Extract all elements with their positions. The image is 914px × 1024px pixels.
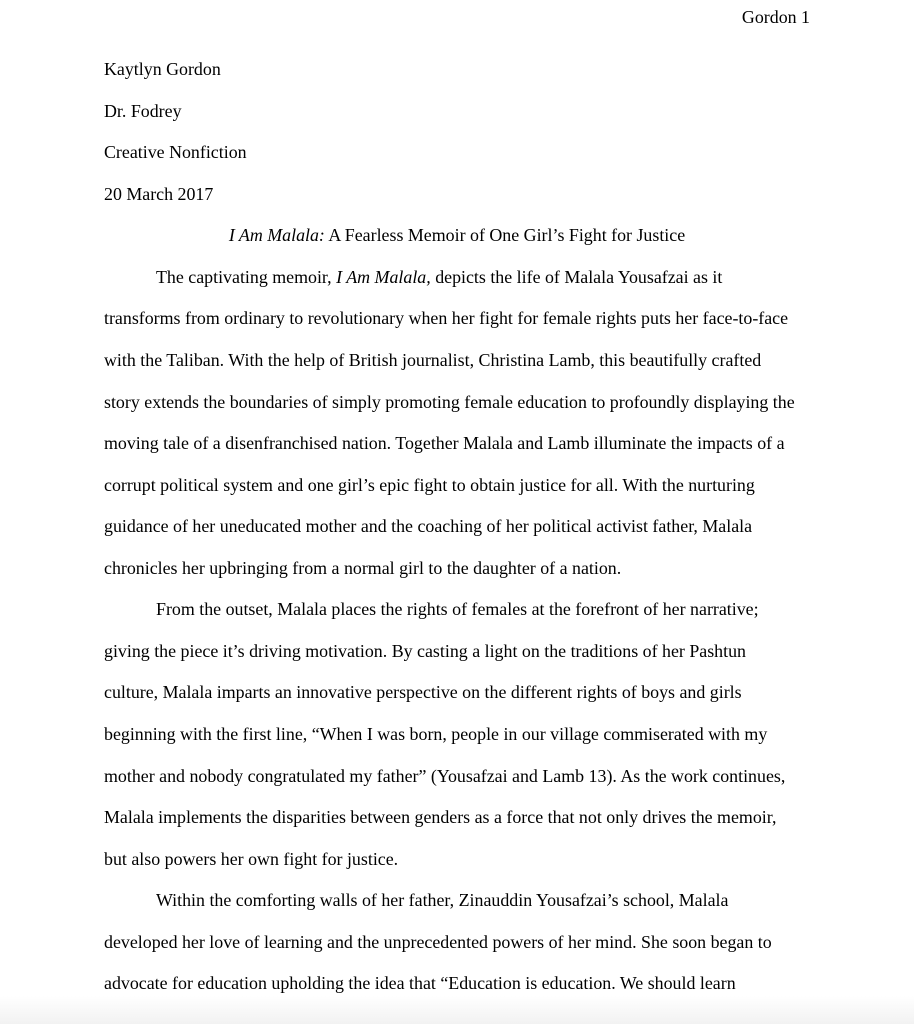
body-line — [104, 465, 810, 507]
text-segment: A Fearless Memoir of One Girl’s Fight for Justice — [324, 225, 686, 246]
text-segment: From the outset, Malala places the rights of females at the forefront of her narrative; — [156, 599, 759, 620]
italic-segment: I Am Malala: — [228, 225, 325, 246]
text-segment: moving tale of a disenfranchised nation. Together Malala and Lamb illuminate the impacts of a — [104, 433, 785, 454]
body-line — [104, 963, 810, 1005]
italic-segment: I Am Malala, — [336, 266, 431, 287]
body-line — [104, 797, 810, 839]
body-line — [104, 548, 810, 590]
text-segment: The captivating memoir, — [156, 266, 337, 287]
body-line — [104, 756, 810, 798]
text-segment: beginning with the first line, “When I was born, people in our village commiserated with my — [104, 724, 768, 744]
text-segment: culture, Malala imparts an innovative perspective on the different rights of boys and girls — [104, 682, 742, 703]
essay-title — [104, 215, 810, 257]
body-line — [104, 922, 810, 964]
text-segment: guidance of her uneducated mother and the coaching of her political activist father, Malala — [104, 516, 753, 537]
body-line — [104, 714, 810, 756]
page-content — [104, 0, 810, 1005]
text-segment: developed her love of learning and the unprecedented powers of her mind. She soon began to — [104, 931, 772, 952]
date-line: 20 March 2017 — [104, 183, 214, 204]
body-line — [104, 340, 810, 382]
body-line — [104, 839, 810, 881]
student-name: Kaytlyn Gordon — [104, 59, 221, 79]
paragraph — [104, 589, 810, 880]
text-segment: corrupt political system and one girl’s epic fight to obtain justice for all. With the nurturing — [104, 474, 755, 495]
body-line — [104, 423, 810, 465]
instructor-name: Dr. Fodrey — [104, 100, 182, 121]
body-line — [104, 382, 810, 424]
text-segment: Malala implements the disparities between genders as a force that not only drives the memoir, — [104, 807, 777, 828]
text-segment: giving the piece it’s driving motivation. By casting a light on the traditions of her Pashtun — [104, 640, 746, 661]
body-line — [104, 257, 810, 299]
body-line — [104, 880, 810, 922]
text-segment: story extends the boundaries of simply promoting female education to profoundly displaying the — [104, 391, 795, 412]
text-segment: depicts the life of Malala Yousafzai as it — [430, 266, 723, 287]
document-lines — [104, 49, 810, 1005]
running-head-page-number: Gordon 1 — [741, 7, 810, 27]
course-name: Creative Nonfiction — [104, 142, 247, 163]
body-line — [104, 298, 810, 340]
body-line — [104, 631, 810, 673]
text-segment: but also powers her own fight for justice. — [104, 848, 399, 869]
text-segment: advocate for education upholding the idea that “Education is education. We should learn — [104, 973, 736, 994]
body-line — [104, 589, 810, 631]
paragraph — [104, 257, 810, 590]
body-line — [104, 506, 810, 548]
text-segment: with the Taliban. With the help of British journalist, Christina Lamb, this beautifully crafted — [104, 349, 762, 370]
text-segment: Within the comforting walls of her father, Zinauddin Yousafzai’s school, Malala — [156, 890, 729, 911]
paragraph — [104, 880, 810, 1005]
text-segment: transforms from ordinary to revolutionary when her fight for female rights puts her face-to-face — [104, 308, 789, 329]
text-segment: chronicles her upbringing from a normal girl to the daughter of a nation. — [104, 557, 622, 578]
body-line — [104, 672, 810, 714]
paragraphs — [104, 257, 810, 1005]
page-header — [104, 2, 810, 32]
text-segment: mother and nobody congratulated my father” (Yousafzai and Lamb 13). As the work continues, — [104, 765, 786, 786]
